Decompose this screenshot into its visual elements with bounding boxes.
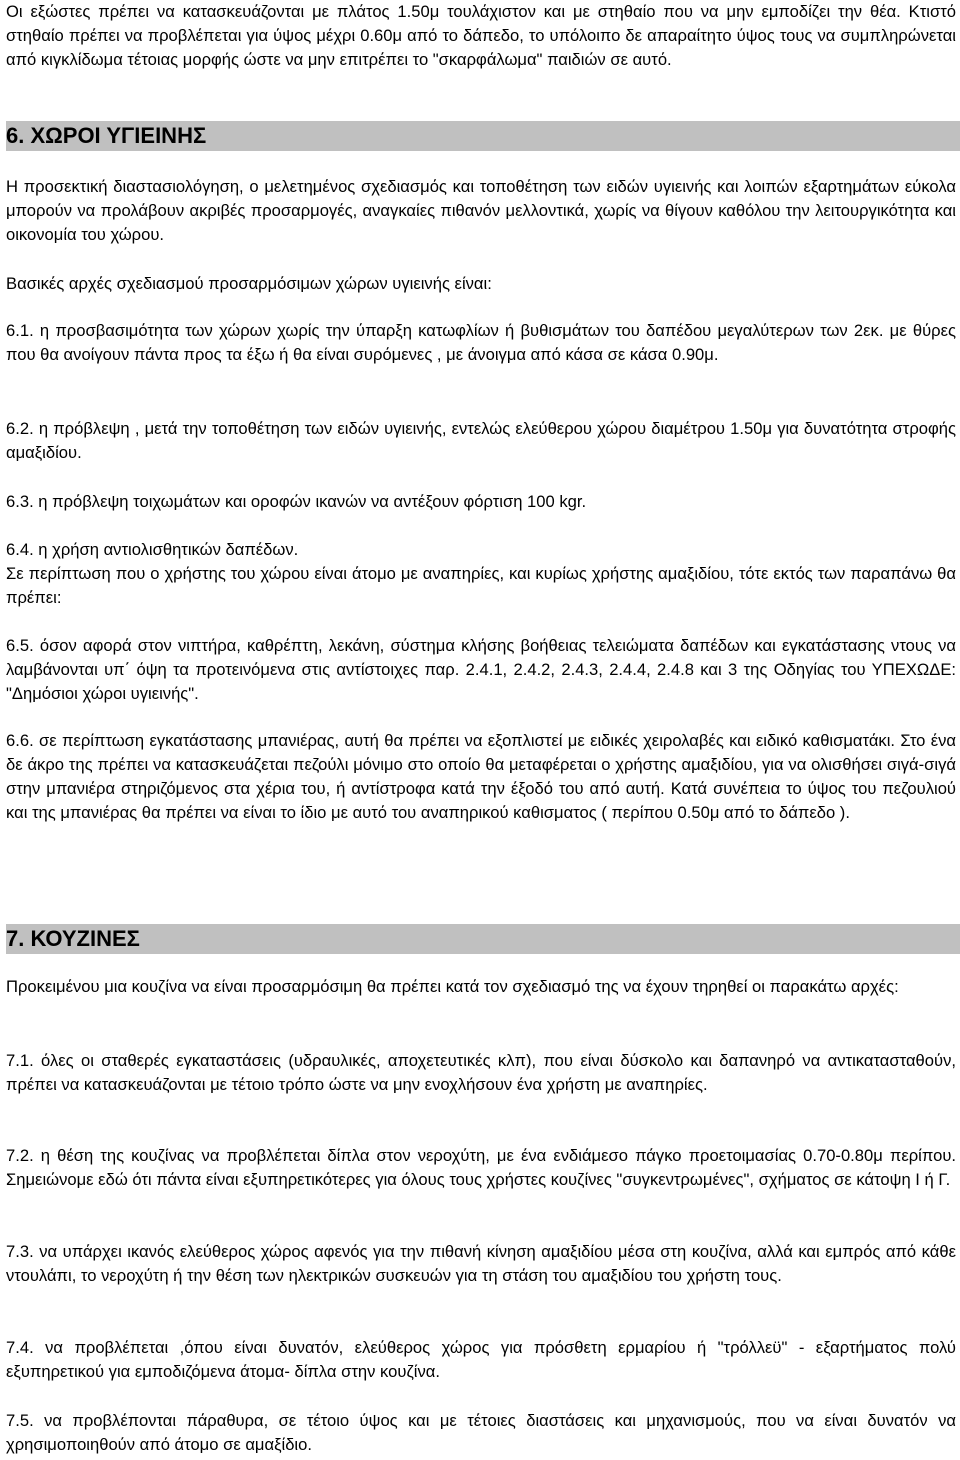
intro-block (6, 0, 956, 72)
item-6-4-block (6, 538, 956, 610)
section-6-heading: 6. ΧΩΡΟΙ ΥΓΙΕΙΝΗΣ (6, 121, 960, 151)
item-7-2: 7.2. η θέση της κουζίνας να προβλέπεται δίπλα στον νεροχύτη, με ένα ενδιάμεσο πάγκο προετοιμασίας 0.70-0.80μ περίπου. Σημειώνομε εδώ ότι πάντα είναι εξυπηρετικότερες για όλους τους χρήστες κουζίνες "συγκεντρωμένες", σχήματος σε κάτοψη Ι ή Γ. (6, 1146, 956, 1189)
item-6-6: 6.6. σε περίπτωση εγκατάστασης μπανιέρας, αυτή θα πρέπει να εξοπλιστεί με ειδικές χειρολαβές και ειδικό καθισματάκι. Στο ένα δε άκρο της πρέπει να κατασκευάζεται πεζούλι μόνιμο στο οποίο θα μεταφέρεται ο χρήστης αμαξιδίου, για να ολισθήσει σιγά-σιγά στην μπανιέρα στηριζόμενος στα χέρια του, ή αντίστροφα κατά την έξοδό του από αυτή. Κατά συνέπεια το ύψος του πεζουλιού και της μπανιέρας θα πρέπει να είναι το ίδιο με αυτό του αναπηρικού καθισματος ( περίπου 0.50μ από το δάπεδο ). (6, 731, 956, 822)
section-7 (6, 924, 956, 954)
section-7-paragraph-1: Προκειμένου μια κουζίνα να είναι προσαρμόσιμη θα πρέπει κατά τον σχεδιασμό της να έχουν τηρηθεί οι παρακάτω αρχές: (6, 977, 899, 996)
item-6-5-block (6, 634, 956, 706)
section-6-principles (6, 272, 956, 296)
item-6-3: 6.3. η πρόβλεψη τοιχωμάτων και οροφών ικανών να αντέξουν φόρτιση 100 kgr. (6, 492, 587, 511)
item-6-3-block (6, 490, 956, 514)
item-6-6-block (6, 729, 956, 825)
section-6-paragraph-2: Βασικές αρχές σχεδιασμού προσαρμόσιμων χώρων υγιεινής είναι: (6, 274, 492, 293)
item-7-3: 7.3. να υπάρχει ικανός ελεύθερος χώρος αφενός για την πιθανή κίνηση αμαξιδίου μέσα στη κουζίνα, αλλά και εμπρός από κάθε ντουλάπι, το νεροχύτη ή την θέση των ηλεκτρικών συσκευών για τη στάση του αμαξιδίου του χρήστη τους. (6, 1242, 956, 1285)
item-7-3-block (6, 1240, 956, 1288)
item-7-5-block (6, 1409, 956, 1457)
item-6-5: 6.5. όσον αφορά στον νιπτήρα, καθρέπτη, λεκάνη, σύστημα κλήσης βοήθειας τελειώματα δαπέδων και εγκατάστασης ντους να λαμβάνονται υπ΄ όψη τα προτεινόμενα στις αντίστοιχες παρ. 2.4.1, 2.4.2, 2.4.3, 2.4.4, 2.4.8 και 3 της Οδηγίας του ΥΠΕΧΩΔΕ: "Δημόσιοι χώροι υγιεινής". (6, 636, 956, 703)
item-6-1-block (6, 319, 956, 367)
section-6 (6, 121, 956, 151)
item-7-5: 7.5. να προβλέπονται πάραθυρα, σε τέτοιο ύψος και με τέτοιες διαστάσεις και μηχανισμούς, που να είναι δυνατόν να χρησιμοποιηθούν από άτομο σε αμαξίδιο. (6, 1411, 956, 1454)
item-6-4-note: Σε περίπτωση που ο χρήστης του χώρου είναι άτομο με αναπηρίες, και κυρίως χρήστης αμαξιδίου, τότε εκτός των παραπάνω θα πρέπει: (6, 564, 956, 607)
section-7-heading: 7. ΚΟΥΖΙΝΕΣ (6, 924, 960, 954)
item-6-4: 6.4. η χρήση αντιολισθητικών δαπέδων. (6, 540, 299, 559)
item-6-1: 6.1. η προσβασιμότητα των χώρων χωρίς την ύπαρξη κατωφλίων ή βυθισμάτων του δαπέδου μεγαλύτερων των 2εκ. με θύρες που θα ανοίγουν πάντα προς τα έξω ή θα είναι συρόμενες , με άνοιγμα από κάσα σε κάσα 0.90μ. (6, 321, 956, 364)
item-7-4-block (6, 1336, 956, 1384)
item-6-2-block (6, 417, 956, 465)
intro-paragraph: Οι εξώστες πρέπει να κατασκευάζονται με πλάτος 1.50μ τουλάχιστον και με στηθαίο που να μην εμποδίζει την θέα. Κτιστό στηθαίο πρέπει να προβλέπεται για ύψος μέχρι 0.60μ από το δάπεδο, το υπόλοιπο δε απαραίτητο ύψος τους να συμπληρώνεται από κιγκλίδωμα τέτοιας μορφής ώστε να μην επιτρέπει το "σκαρφάλωμα" παιδιών σε αυτό. (6, 2, 956, 69)
item-6-2: 6.2. η πρόβλεψη , μετά την τοποθέτηση των ειδών υγιεινής, εντελώς ελεύθερου χώρου διαμέτρου 1.50μ για δυνατότητα στροφής αμαξιδίου. (6, 419, 956, 462)
item-7-4: 7.4. να προβλέπεται ,όπου είναι δυνατόν, ελεύθερος χώρος για πρόσθετη ερμαρίου ή "τρόλλεϋ" - εξαρτήματος πολύ εξυπηρετικού για εμποδιζόμενα άτομα- δίπλα στην κουζίνα. (6, 1338, 956, 1381)
section-7-intro (6, 975, 956, 999)
section-6-intro (6, 175, 956, 247)
section-6-paragraph-1: Η προσεκτική διαστασιολόγηση, ο μελετημένος σχεδιασμός και τοποθέτηση των ειδών υγιεινής και λοιπών εξαρτημάτων εύκολα μπορούν να προλάβουν ακριβές προσαρμογές, αναγκαίες πιθανόν μελλοντικά, χωρίς να θίγουν καθόλου την λειτουργικότητα και οικονομία του χώρου. (6, 177, 956, 244)
item-7-1: 7.1. όλες οι σταθερές εγκαταστάσεις (υδραυλικές, αποχετευτικές κλπ), που είναι δύσκολο και δαπανηρό να αντικατασταθούν, πρέπει να κατασκευάζονται με τέτοιο τρόπο ώστε να μην ενοχλήσουν ένα χρήστη με αναπηρίες. (6, 1051, 956, 1094)
item-7-1-block (6, 1049, 956, 1097)
item-7-2-block (6, 1144, 956, 1192)
